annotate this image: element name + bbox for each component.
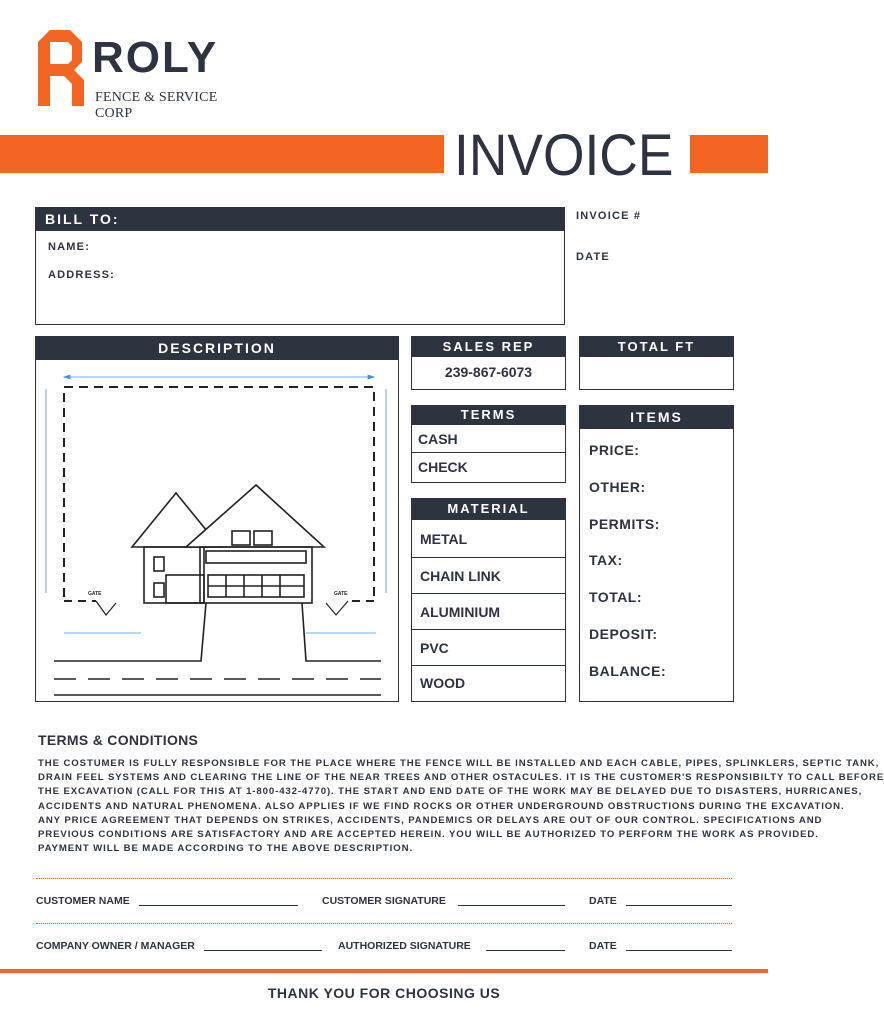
material-option-aluminium[interactable]: ALUMINIUM <box>412 594 565 630</box>
material-header: MATERIAL <box>411 498 566 520</box>
invoice-number-label: INVOICE # <box>576 210 642 222</box>
item-price: PRICE: <box>589 442 640 458</box>
material-option-chain-link[interactable]: CHAIN LINK <box>412 558 565 594</box>
terms-line: ACCIDENTS AND NATURAL PHENOMENA. ALSO APPLIES IF WE FIND ROCKS OR OTHER UNDERGROUND OBSTRUCTIONS DURING THE EXCAVATION. <box>38 800 845 812</box>
orange-band-left <box>0 135 444 173</box>
total-ft-field[interactable] <box>580 357 733 389</box>
footer-thanks: THANK YOU FOR CHOOSING US <box>267 985 501 1001</box>
item-tax: TAX: <box>589 552 623 568</box>
company-subtitle: FENCE & SERVICE CORP <box>95 90 218 121</box>
divider <box>36 878 732 879</box>
date-field-1[interactable] <box>626 905 732 906</box>
divider <box>36 923 732 924</box>
items-header: ITEMS <box>579 405 734 429</box>
name-label: NAME: <box>48 241 91 253</box>
terms-line: PREVIOUS CONDITIONS ARE SATISFACTORY AND ARE ACCEPTED HEREIN. YOU WILL BE AUTHORIZED TO PERFORM THE WORK AS PROVIDED. <box>38 829 819 841</box>
terms-option-cash[interactable]: CASH <box>412 425 565 453</box>
date-label-2: DATE <box>589 940 617 952</box>
description-section <box>35 336 399 702</box>
orange-band-right <box>690 135 768 173</box>
authorized-signature-label: AUTHORIZED SIGNATURE <box>338 940 471 952</box>
material-option-wood[interactable]: WOOD <box>420 675 466 691</box>
item-deposit: DEPOSIT: <box>589 626 658 642</box>
bill-to-header: BILL TO: <box>35 207 565 231</box>
company-logo <box>34 28 254 121</box>
authorized-signature-field[interactable] <box>486 950 565 951</box>
terms-conditions-text <box>38 757 884 856</box>
terms-header: TERMS <box>411 405 566 425</box>
company-owner-label: COMPANY OWNER / MANAGER <box>36 940 195 952</box>
customer-signature-label: CUSTOMER SIGNATURE <box>322 895 446 907</box>
items-section <box>579 405 734 702</box>
item-permits: PERMITS: <box>589 516 660 532</box>
terms-line: PAYMENT WILL BE MADE ACCORDING TO THE ABOVE DESCRIPTION. <box>38 843 414 855</box>
date-label: DATE <box>576 251 610 263</box>
description-header: DESCRIPTION <box>35 336 399 360</box>
material-option-metal[interactable]: METAL <box>412 520 565 558</box>
customer-name-field[interactable] <box>139 905 298 906</box>
sales-rep-phone: 239-867-6073 <box>444 364 533 380</box>
sales-rep-header: SALES REP <box>411 336 566 357</box>
terms-line: ANY PRICE AGREEMENT THAT DEPENDS ON STRIKES, ACCIDENTS, PANDEMICS OR DELAYS ARE OUT OF OUR CONTROL. SPECIFICATIONS AND <box>38 814 823 826</box>
footer-orange-line <box>0 969 768 973</box>
item-other: OTHER: <box>589 479 646 495</box>
material-section <box>411 498 566 702</box>
total-ft-header: TOTAL FT <box>579 336 734 357</box>
terms-line: THE EXCAVATION (CALL FOR THIS AT 1-800-432-4770). THE START AND END DATE OF THE WORK MAY BE DELAYED DUE TO DISASTERS, HURRICANES, <box>38 786 863 798</box>
date-label-1: DATE <box>589 895 617 907</box>
gate-right-label: GATE <box>334 591 348 597</box>
gate-left-label: GATE <box>88 591 102 597</box>
item-balance: BALANCE: <box>589 663 667 679</box>
customer-signature-field[interactable] <box>458 905 565 906</box>
terms-option-check[interactable]: CHECK <box>418 459 468 475</box>
terms-section <box>411 405 566 483</box>
material-option-pvc[interactable]: PVC <box>412 630 565 666</box>
company-owner-field[interactable] <box>204 950 322 951</box>
company-name: ROLY <box>92 33 219 82</box>
logo-r-icon <box>34 28 86 106</box>
terms-line: THE COSTUMER IS FULLY RESPONSIBLE FOR THE PLACE WHERE THE FENCE WILL BE INSTALLED AND EACH CABLE, PIPES, SPLINKLERS, SEPTIC TANK, <box>38 758 880 769</box>
terms-line: DRAIN FEEL SYSTEMS AND CLEARING THE LINE OF THE NEAR TREES AND OTHER OSTACULES. IT IS THE CUSTOMER'S RESPONSIBILTY TO CALL BEFORE <box>38 772 884 784</box>
customer-name-label: CUSTOMER NAME <box>36 895 130 907</box>
date-field-2[interactable] <box>626 950 732 951</box>
sales-rep-section <box>411 336 566 390</box>
bill-to-section <box>35 207 565 325</box>
house-fence-diagram <box>36 361 396 701</box>
address-label: ADDRESS: <box>48 269 116 281</box>
total-ft-section <box>579 336 734 390</box>
item-total: TOTAL: <box>589 589 643 605</box>
invoice-title: INVOICE <box>454 123 674 188</box>
terms-conditions-heading: TERMS & CONDITIONS <box>38 732 199 748</box>
